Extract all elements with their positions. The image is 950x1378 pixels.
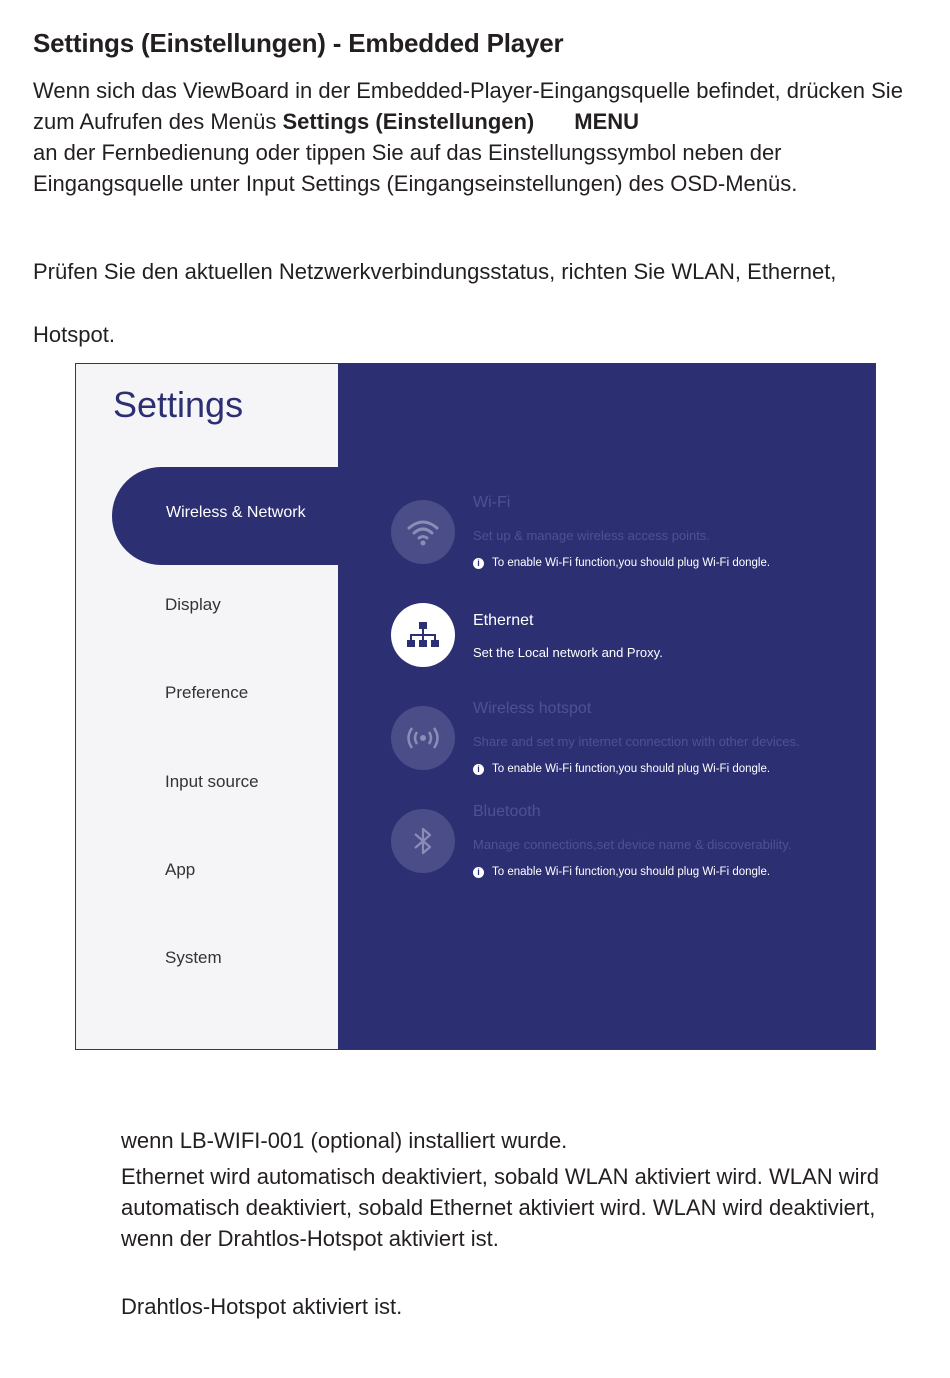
bluetooth-icon: [391, 809, 455, 873]
network-icon: [391, 603, 455, 667]
info-icon: i: [473, 558, 484, 569]
sidebar-item-app[interactable]: App: [165, 860, 196, 879]
sidebar-title-area: [76, 364, 338, 465]
footnote-hotspot: Drahtlos-Hotspot aktiviert ist.: [121, 1294, 403, 1319]
intro-settings-term: Settings (Einstellungen): [282, 109, 535, 134]
bluetooth-note-text: To enable Wi-Fi function,you should plug Wi-Fi dongle.: [492, 866, 771, 878]
hotspot-icon: [391, 706, 455, 770]
bluetooth-title: Bluetooth: [473, 803, 541, 820]
settings-screenshot: [75, 363, 876, 1050]
hotspot-paragraph: Hotspot.: [33, 322, 115, 347]
footnote-wifi-dongle: wenn LB-WIFI-001 (optional) installiert wurde.: [121, 1128, 568, 1153]
bluetooth-setting[interactable]: [389, 803, 859, 889]
ethernet-title: Ethernet: [473, 612, 534, 629]
wifi-note-text: To enable Wi-Fi function,you should plug Wi-Fi dongle.: [492, 557, 771, 569]
sidebar-item-wireless-network[interactable]: [112, 467, 374, 565]
wifi-title: Wi-Fi: [473, 494, 511, 511]
menu-key-label: MENU: [574, 109, 640, 134]
info-icon: i: [473, 867, 484, 878]
sidebar-item-display[interactable]: Display: [165, 595, 221, 614]
bluetooth-subtitle: Manage connections,set device name & discoverability.: [473, 837, 792, 852]
hotspot-title: Wireless hotspot: [473, 700, 592, 717]
wifi-subtitle: Set up & manage wireless access points.: [473, 528, 711, 543]
intro-text: Wenn sich das ViewBoard in der Embedded-Player-Eingangsquelle befindet, drücken Sie zum Aufrufen des Menüs: [33, 78, 903, 134]
page-heading: Settings (Einstellungen) - Embedded Player: [33, 28, 564, 58]
intro-text-continued: an der Fernbedienung oder tippen Sie auf das Einstellungssymbol neben der Eingangsquelle unter Input Settings (Eingangseinstellungen) des OSD-Menüs.: [33, 140, 798, 196]
hotspot-note: [473, 763, 770, 775]
bluetooth-note: [473, 866, 770, 878]
info-icon: i: [473, 764, 484, 775]
network-paragraph: Prüfen Sie den aktuellen Netzwerkverbindungsstatus, richten Sie WLAN, Ethernet,: [33, 259, 837, 284]
hotspot-setting[interactable]: [389, 700, 859, 786]
intro-paragraph: [33, 75, 913, 199]
wifi-note: [473, 557, 770, 569]
sidebar-item-system[interactable]: System: [165, 948, 222, 967]
ethernet-setting[interactable]: [389, 603, 859, 667]
footnote-auto-disable: Ethernet wird automatisch deaktiviert, sobald WLAN aktiviert wird. WLAN wird automatisch deaktiviert, sobald Ethernet aktiviert wird. WLAN wird deaktiviert, wenn der Drahtlos-Hotspot aktiviert ist.: [121, 1164, 880, 1251]
sidebar-item-input-source[interactable]: Input source: [165, 772, 259, 791]
sidebar-item-label: Wireless & Network: [166, 504, 306, 521]
hotspot-subtitle: Share and set my internet connection with other devices.: [473, 734, 800, 749]
hotspot-note-text: To enable Wi-Fi function,you should plug Wi-Fi dongle.: [492, 763, 771, 775]
wifi-icon: [391, 500, 455, 564]
sidebar-item-preference[interactable]: Preference: [165, 683, 249, 702]
ethernet-subtitle: Set the Local network and Proxy.: [473, 645, 663, 660]
settings-title: Settings: [113, 384, 244, 425]
wifi-setting[interactable]: [389, 494, 859, 580]
